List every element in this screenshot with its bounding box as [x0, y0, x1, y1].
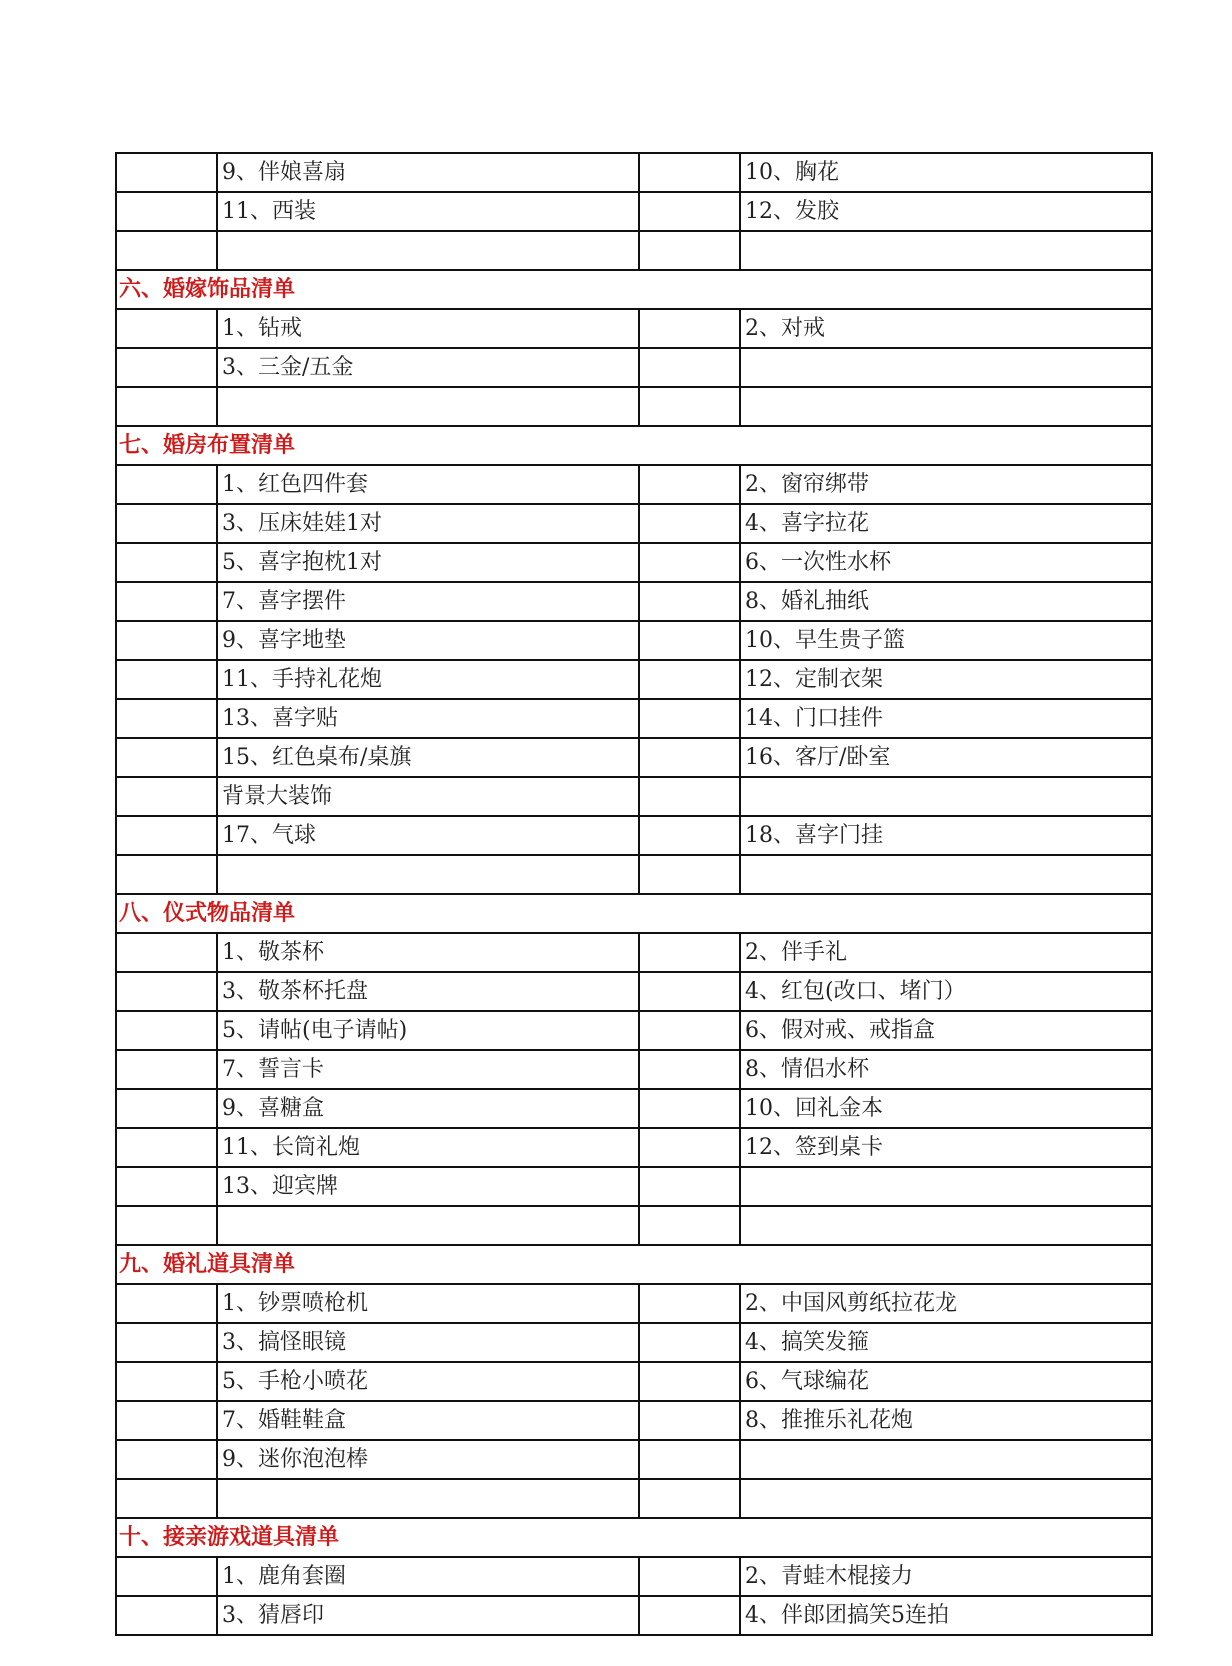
check-cell-left	[116, 1089, 217, 1128]
check-cell-right	[639, 153, 740, 192]
item-row	[116, 660, 1152, 699]
item-cell-right: 12、发胶	[740, 192, 1152, 231]
check-cell-left	[116, 1596, 217, 1635]
section-header-row	[116, 426, 1152, 465]
check-cell-left	[116, 933, 217, 972]
item-cell-right: 14、门口挂件	[740, 699, 1152, 738]
check-cell-right	[639, 933, 740, 972]
item-cell-right	[740, 855, 1152, 894]
item-cell-left	[217, 855, 639, 894]
item-cell-right: 16、客厅/卧室	[740, 738, 1152, 777]
item-cell-right: 8、婚礼抽纸	[740, 582, 1152, 621]
check-cell-left	[116, 660, 217, 699]
section-header-row	[116, 1245, 1152, 1284]
check-cell-left	[116, 153, 217, 192]
item-cell-left: 5、请帖(电子请帖)	[217, 1011, 639, 1050]
item-cell-right: 2、伴手礼	[740, 933, 1152, 972]
item-row	[116, 543, 1152, 582]
item-cell-left: 17、气球	[217, 816, 639, 855]
item-row	[116, 777, 1152, 816]
check-cell-right	[639, 387, 740, 426]
item-cell-left: 11、手持礼花炮	[217, 660, 639, 699]
item-cell-right: 4、搞笑发箍	[740, 1323, 1152, 1362]
check-cell-left	[116, 1167, 217, 1206]
item-cell-left: 11、长筒礼炮	[217, 1128, 639, 1167]
check-cell-right	[639, 231, 740, 270]
check-cell-right	[639, 621, 740, 660]
check-cell-left	[116, 1206, 217, 1245]
item-cell-right: 4、伴郎团搞笑5连拍	[740, 1596, 1152, 1635]
section-header-row	[116, 270, 1152, 309]
item-cell-left	[217, 1206, 639, 1245]
check-cell-right	[639, 816, 740, 855]
item-cell-left: 1、红色四件套	[217, 465, 639, 504]
section-title: 八、仪式物品清单	[116, 894, 1152, 933]
check-cell-left	[116, 1479, 217, 1518]
item-cell-left: 5、喜字抱枕1对	[217, 543, 639, 582]
check-cell-left	[116, 504, 217, 543]
item-cell-right: 6、一次性水杯	[740, 543, 1152, 582]
item-row	[116, 1167, 1152, 1206]
item-row	[116, 1050, 1152, 1089]
empty-row	[116, 231, 1152, 270]
item-cell-right: 10、胸花	[740, 153, 1152, 192]
item-cell-right	[740, 1479, 1152, 1518]
check-cell-left	[116, 348, 217, 387]
item-row	[116, 621, 1152, 660]
item-cell-left	[217, 387, 639, 426]
item-cell-right	[740, 387, 1152, 426]
item-cell-left: 11、西装	[217, 192, 639, 231]
item-cell-right	[740, 777, 1152, 816]
check-cell-right	[639, 738, 740, 777]
item-cell-left: 9、喜糖盒	[217, 1089, 639, 1128]
check-cell-right	[639, 309, 740, 348]
item-cell-right: 2、中国风剪纸拉花龙	[740, 1284, 1152, 1323]
item-row	[116, 1596, 1152, 1635]
check-cell-right	[639, 465, 740, 504]
item-row	[116, 933, 1152, 972]
item-cell-right: 6、气球编花	[740, 1362, 1152, 1401]
item-cell-left: 3、猜唇印	[217, 1596, 639, 1635]
check-cell-left	[116, 816, 217, 855]
item-row	[116, 504, 1152, 543]
item-cell-left: 3、三金/五金	[217, 348, 639, 387]
item-cell-left: 13、迎宾牌	[217, 1167, 639, 1206]
item-cell-left: 3、压床娃娃1对	[217, 504, 639, 543]
check-cell-right	[639, 1596, 740, 1635]
check-cell-left	[116, 309, 217, 348]
check-cell-left	[116, 738, 217, 777]
item-row	[116, 1557, 1152, 1596]
item-cell-right	[740, 1440, 1152, 1479]
item-row	[116, 1011, 1152, 1050]
item-cell-right: 12、签到桌卡	[740, 1128, 1152, 1167]
check-cell-left	[116, 1401, 217, 1440]
item-cell-left: 7、婚鞋鞋盒	[217, 1401, 639, 1440]
check-cell-left	[116, 621, 217, 660]
item-row	[116, 1440, 1152, 1479]
check-cell-right	[639, 582, 740, 621]
item-row	[116, 1128, 1152, 1167]
item-cell-left: 15、红色桌布/桌旗	[217, 738, 639, 777]
item-cell-left: 背景大装饰	[217, 777, 639, 816]
check-cell-left	[116, 582, 217, 621]
item-row	[116, 1089, 1152, 1128]
item-cell-right: 18、喜字门挂	[740, 816, 1152, 855]
check-cell-left	[116, 387, 217, 426]
item-cell-left: 9、喜字地垫	[217, 621, 639, 660]
check-cell-left	[116, 1362, 217, 1401]
section-title: 七、婚房布置清单	[116, 426, 1152, 465]
empty-row	[116, 387, 1152, 426]
item-cell-left: 1、钞票喷枪机	[217, 1284, 639, 1323]
item-cell-right: 4、喜字拉花	[740, 504, 1152, 543]
item-cell-left: 7、誓言卡	[217, 1050, 639, 1089]
check-cell-right	[639, 972, 740, 1011]
item-row	[116, 309, 1152, 348]
check-cell-left	[116, 855, 217, 894]
section-header-row	[116, 1518, 1152, 1557]
check-cell-left	[116, 1557, 217, 1596]
item-row	[116, 1323, 1152, 1362]
item-row	[116, 699, 1152, 738]
item-cell-right	[740, 1167, 1152, 1206]
check-cell-right	[639, 1479, 740, 1518]
check-cell-right	[639, 192, 740, 231]
check-cell-right	[639, 1206, 740, 1245]
check-cell-left	[116, 1323, 217, 1362]
empty-row	[116, 855, 1152, 894]
checklist-table	[115, 152, 1153, 1636]
check-cell-left	[116, 231, 217, 270]
item-cell-right: 12、定制衣架	[740, 660, 1152, 699]
item-cell-right: 8、情侣水杯	[740, 1050, 1152, 1089]
check-cell-left	[116, 699, 217, 738]
item-cell-left: 9、伴娘喜扇	[217, 153, 639, 192]
item-row	[116, 582, 1152, 621]
check-cell-left	[116, 543, 217, 582]
item-cell-right: 10、回礼金本	[740, 1089, 1152, 1128]
item-cell-right	[740, 231, 1152, 270]
check-cell-left	[116, 1284, 217, 1323]
check-cell-right	[639, 1440, 740, 1479]
empty-row	[116, 1206, 1152, 1245]
check-cell-left	[116, 777, 217, 816]
check-cell-right	[639, 855, 740, 894]
item-cell-left: 1、鹿角套圈	[217, 1557, 639, 1596]
check-cell-left	[116, 1440, 217, 1479]
item-row	[116, 465, 1152, 504]
item-row	[116, 738, 1152, 777]
item-row	[116, 1284, 1152, 1323]
section-header-row	[116, 894, 1152, 933]
check-cell-left	[116, 1050, 217, 1089]
check-cell-right	[639, 1362, 740, 1401]
section-title: 六、婚嫁饰品清单	[116, 270, 1152, 309]
check-cell-right	[639, 504, 740, 543]
item-cell-left: 7、喜字摆件	[217, 582, 639, 621]
check-cell-right	[639, 1557, 740, 1596]
item-cell-right: 8、推推乐礼花炮	[740, 1401, 1152, 1440]
item-cell-right: 2、窗帘绑带	[740, 465, 1152, 504]
item-cell-left: 3、搞怪眼镜	[217, 1323, 639, 1362]
check-cell-right	[639, 660, 740, 699]
item-cell-right: 4、红包(改口、堵门）	[740, 972, 1152, 1011]
item-cell-left	[217, 231, 639, 270]
section-title: 十、接亲游戏道具清单	[116, 1518, 1152, 1557]
item-cell-right	[740, 348, 1152, 387]
item-row	[116, 192, 1152, 231]
check-cell-left	[116, 1128, 217, 1167]
check-cell-right	[639, 1089, 740, 1128]
check-cell-right	[639, 1401, 740, 1440]
item-cell-right	[740, 1206, 1152, 1245]
item-cell-right: 6、假对戒、戒指盒	[740, 1011, 1152, 1050]
item-row	[116, 153, 1152, 192]
item-cell-left: 1、敬茶杯	[217, 933, 639, 972]
item-row	[116, 816, 1152, 855]
item-cell-right: 2、青蛙木棍接力	[740, 1557, 1152, 1596]
item-cell-left: 9、迷你泡泡棒	[217, 1440, 639, 1479]
check-cell-right	[639, 777, 740, 816]
section-title: 九、婚礼道具清单	[116, 1245, 1152, 1284]
item-cell-left: 5、手枪小喷花	[217, 1362, 639, 1401]
item-row	[116, 972, 1152, 1011]
check-cell-right	[639, 1011, 740, 1050]
check-cell-right	[639, 1050, 740, 1089]
item-row	[116, 1362, 1152, 1401]
item-cell-right: 10、早生贵子篮	[740, 621, 1152, 660]
check-cell-left	[116, 465, 217, 504]
checklist-body	[116, 153, 1152, 1635]
item-row	[116, 348, 1152, 387]
check-cell-right	[639, 543, 740, 582]
check-cell-left	[116, 192, 217, 231]
item-cell-left: 1、钻戒	[217, 309, 639, 348]
item-row	[116, 1401, 1152, 1440]
check-cell-left	[116, 972, 217, 1011]
empty-row	[116, 1479, 1152, 1518]
check-cell-right	[639, 699, 740, 738]
check-cell-right	[639, 348, 740, 387]
item-cell-left	[217, 1479, 639, 1518]
item-cell-right: 2、对戒	[740, 309, 1152, 348]
check-cell-right	[639, 1284, 740, 1323]
item-cell-left: 3、敬茶杯托盘	[217, 972, 639, 1011]
check-cell-left	[116, 1011, 217, 1050]
check-cell-right	[639, 1128, 740, 1167]
item-cell-left: 13、喜字贴	[217, 699, 639, 738]
check-cell-right	[639, 1323, 740, 1362]
check-cell-right	[639, 1167, 740, 1206]
